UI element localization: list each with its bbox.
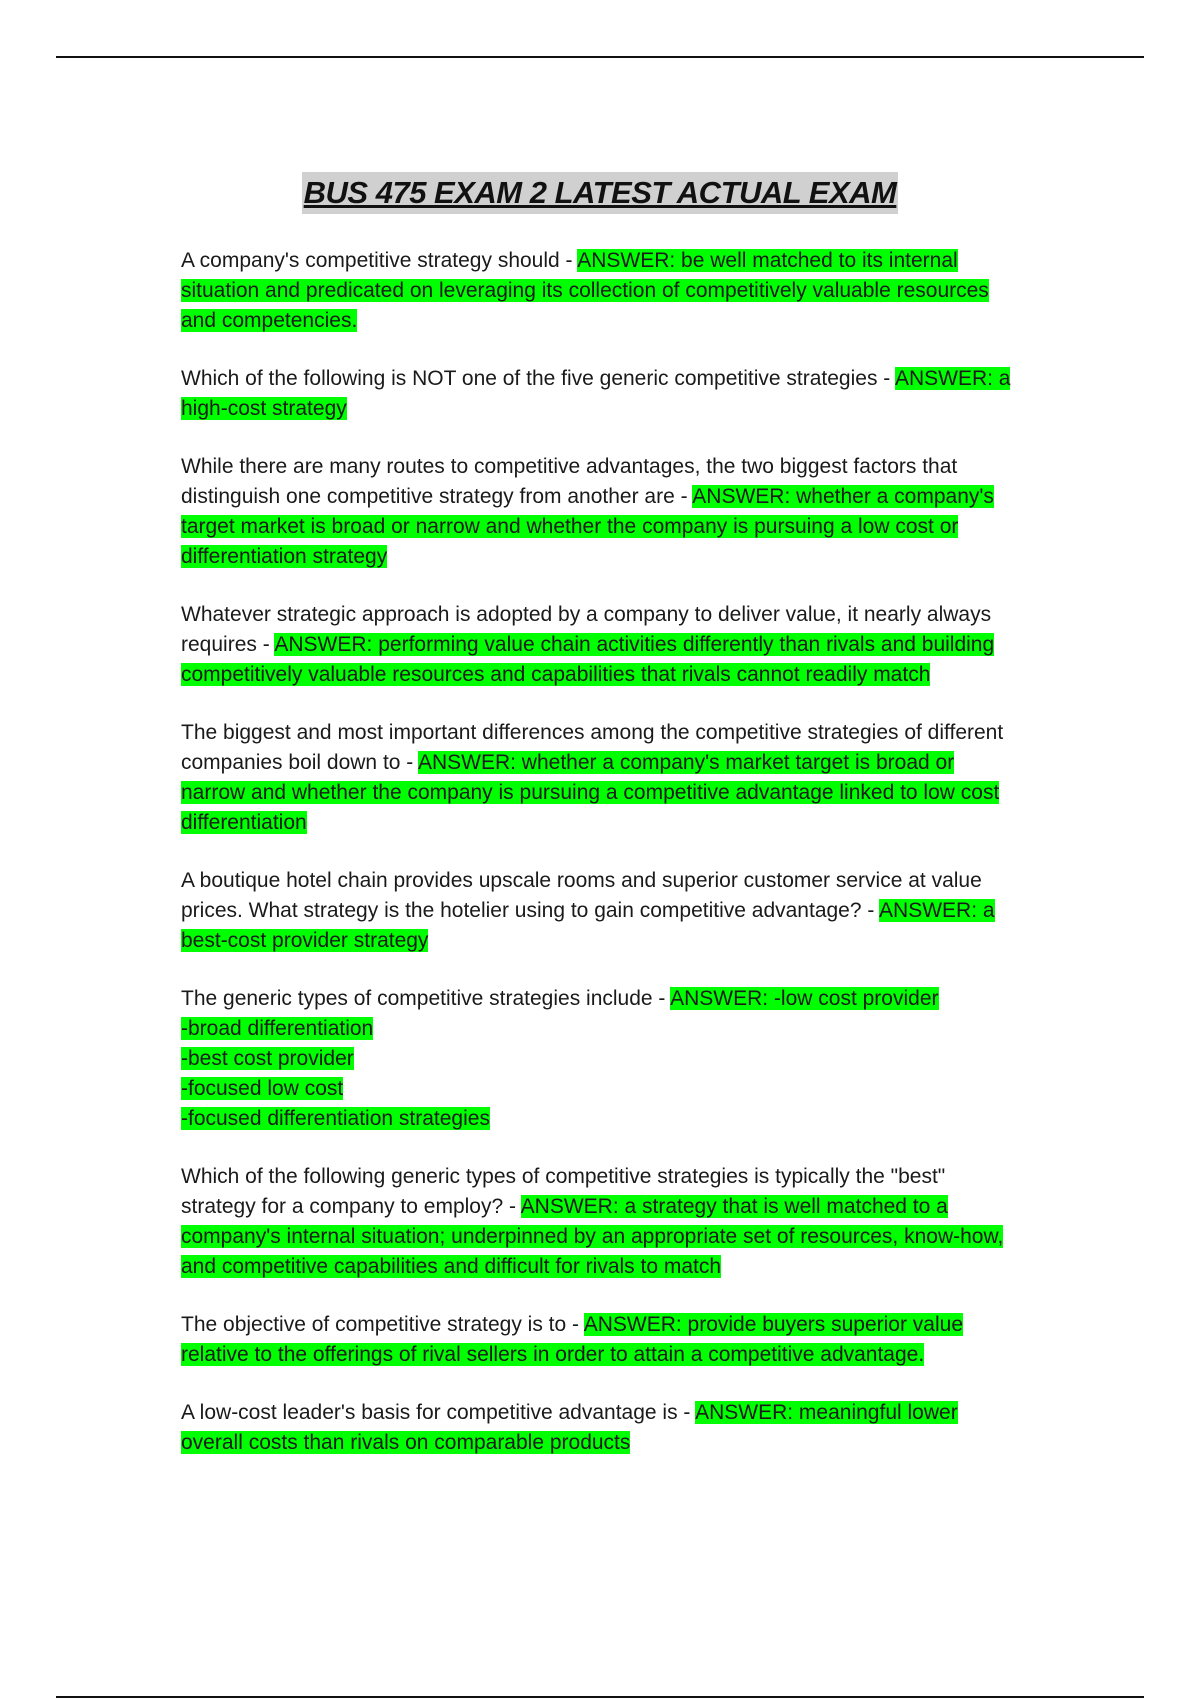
answer-highlight: ANSWER: a high-cost strategy [181,367,1011,420]
answer-highlight: ANSWER: provide buyers superior value relative to the offerings of rival sellers in order to attain a competitive advantage. [181,1313,964,1366]
qa-item [181,600,1021,690]
qa-item [181,246,1021,336]
qa-list [181,246,1021,1486]
question-text: The generic types of competitive strategies include - [181,987,671,1010]
qa-item [181,364,1021,424]
question-text: The biggest and most important differences among the competitive strategies of different companies boil down to - [181,721,1004,774]
answer-highlight: ANSWER: meaningful lower overall costs than rivals on comparable products [181,1401,958,1454]
top-rule [56,56,1144,58]
answer-line: -broad differentiation [181,1017,374,1040]
answer-highlight: ANSWER: a strategy that is well matched to a company's internal situation; underpinned by an appropriate set of resources, know-how, and competitive capabilities and difficult for rivals to match [181,1195,1004,1278]
qa-item [181,866,1021,956]
question-text: Which of the following generic types of competitive strategies is typically the "best" strategy for a company to employ? - [181,1165,946,1218]
qa-item [181,718,1021,838]
answer-highlight: ANSWER: whether a company's target market is broad or narrow and whether the company is pursuing a low cost or differentiation strategy [181,485,994,568]
qa-item [181,1310,1021,1370]
bottom-rule [56,1696,1144,1698]
qa-item [181,1398,1021,1458]
question-text: Whatever strategic approach is adopted by a company to deliver value, it nearly always requires - [181,603,992,656]
question-text: The objective of competitive strategy is to - [181,1313,584,1336]
answer-highlight: ANSWER: a best-cost provider strategy [181,899,995,952]
question-text: A boutique hotel chain provides upscale rooms and superior customer service at value prices. What strategy is the hotelier using to gain competitive advantage? - [181,869,982,922]
answer-highlight: ANSWER: performing value chain activities differently than rivals and building competitively valuable resources and capabilities that rivals cannot readily match [181,633,995,686]
qa-item [181,452,1021,572]
answer-line: -best cost provider [181,1047,354,1070]
answer-line: -focused low cost [181,1077,344,1100]
title-container [0,172,1200,214]
question-text: Which of the following is NOT one of the five generic competitive strategies - [181,367,895,390]
answer-highlight: ANSWER: -low cost provider [670,987,939,1010]
page-title: BUS 475 EXAM 2 LATEST ACTUAL EXAM [302,172,899,214]
qa-item [181,984,1021,1134]
question-text: A low-cost leader's basis for competitive advantage is - [181,1401,696,1424]
answer-line: -focused differentiation strategies [181,1107,490,1130]
question-text: A company's competitive strategy should - [181,249,578,272]
answer-highlight: ANSWER: be well matched to its internal situation and predicated on leveraging its collection of competitively valuable resources and competencies. [181,249,989,332]
qa-item [181,1162,1021,1282]
question-text: While there are many routes to competitive advantages, the two biggest factors that distinguish one competitive strategy from another are - [181,455,958,508]
answer-highlight: ANSWER: whether a company's market target is broad or narrow and whether the company is pursuing a competitive advantage linked to low cost differentiation [181,751,1000,834]
